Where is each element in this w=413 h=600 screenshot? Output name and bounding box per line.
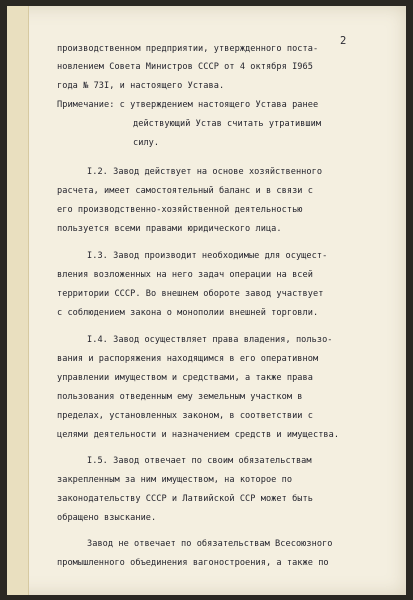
text-line: силу. [133, 138, 160, 148]
text-line: действующий Устав считать утратившим [133, 119, 322, 129]
text-line: Примечание: с утверждением настоящего Устава ранее [57, 100, 319, 110]
text-line: обращено взыскание. [57, 513, 157, 523]
text-line: территории СССР. Во внешнем обороте завод участвует [57, 289, 324, 299]
document-page [7, 6, 406, 595]
text-line: I.4. Завод осуществляет права владения, пользо- [87, 335, 333, 345]
text-line: I.2. Завод действует на основе хозяйственного [87, 167, 323, 177]
text-line: вления возложенных на него задач операции на всей [57, 270, 313, 280]
text-line: Завод не отвечает по обязательствам Всесоюзного [87, 539, 333, 549]
text-line: пределах, установленных законом, в соответствии с [57, 411, 313, 421]
text-line: производственном предприятии, утвержденного поста- [57, 44, 319, 54]
text-line: года № 73I, и настоящего Устава. [57, 81, 225, 91]
text-line: законодательству СССР и Латвийской ССР может быть [57, 494, 313, 504]
text-line: промышленного объединения вагоностроения, а также по [57, 558, 329, 568]
text-line: I.3. Завод производит необходимые для осущест- [87, 251, 328, 261]
text-line: пользуется всеми правами юридического лица. [57, 224, 282, 234]
binding-margin-strip [7, 6, 29, 595]
text-line: закрепленным за ним имуществом, на которое по [57, 475, 293, 485]
text-line: с соблюдением закона о монополии внешней торговли. [57, 308, 319, 318]
page-number: 2 [340, 35, 347, 47]
text-line: его производственно-хозяйственной деятельностью [57, 205, 303, 215]
text-line: новлением Совета Министров СССР от 4 октября I965 [57, 62, 313, 72]
text-line: целями деятельности и назначением средств и имущества. [57, 430, 340, 440]
text-line: I.5. Завод отвечает по своим обязательствам [87, 456, 312, 466]
text-line: расчета, имеет самостоятельный баланс и в связи с [57, 186, 313, 196]
text-line: управлении имуществом и средствами, а также права [57, 373, 313, 383]
text-line: пользования отведенным ему земельным участком в [57, 392, 303, 402]
text-line: вания и распоряжения находящимся в его оперативном [57, 354, 319, 364]
